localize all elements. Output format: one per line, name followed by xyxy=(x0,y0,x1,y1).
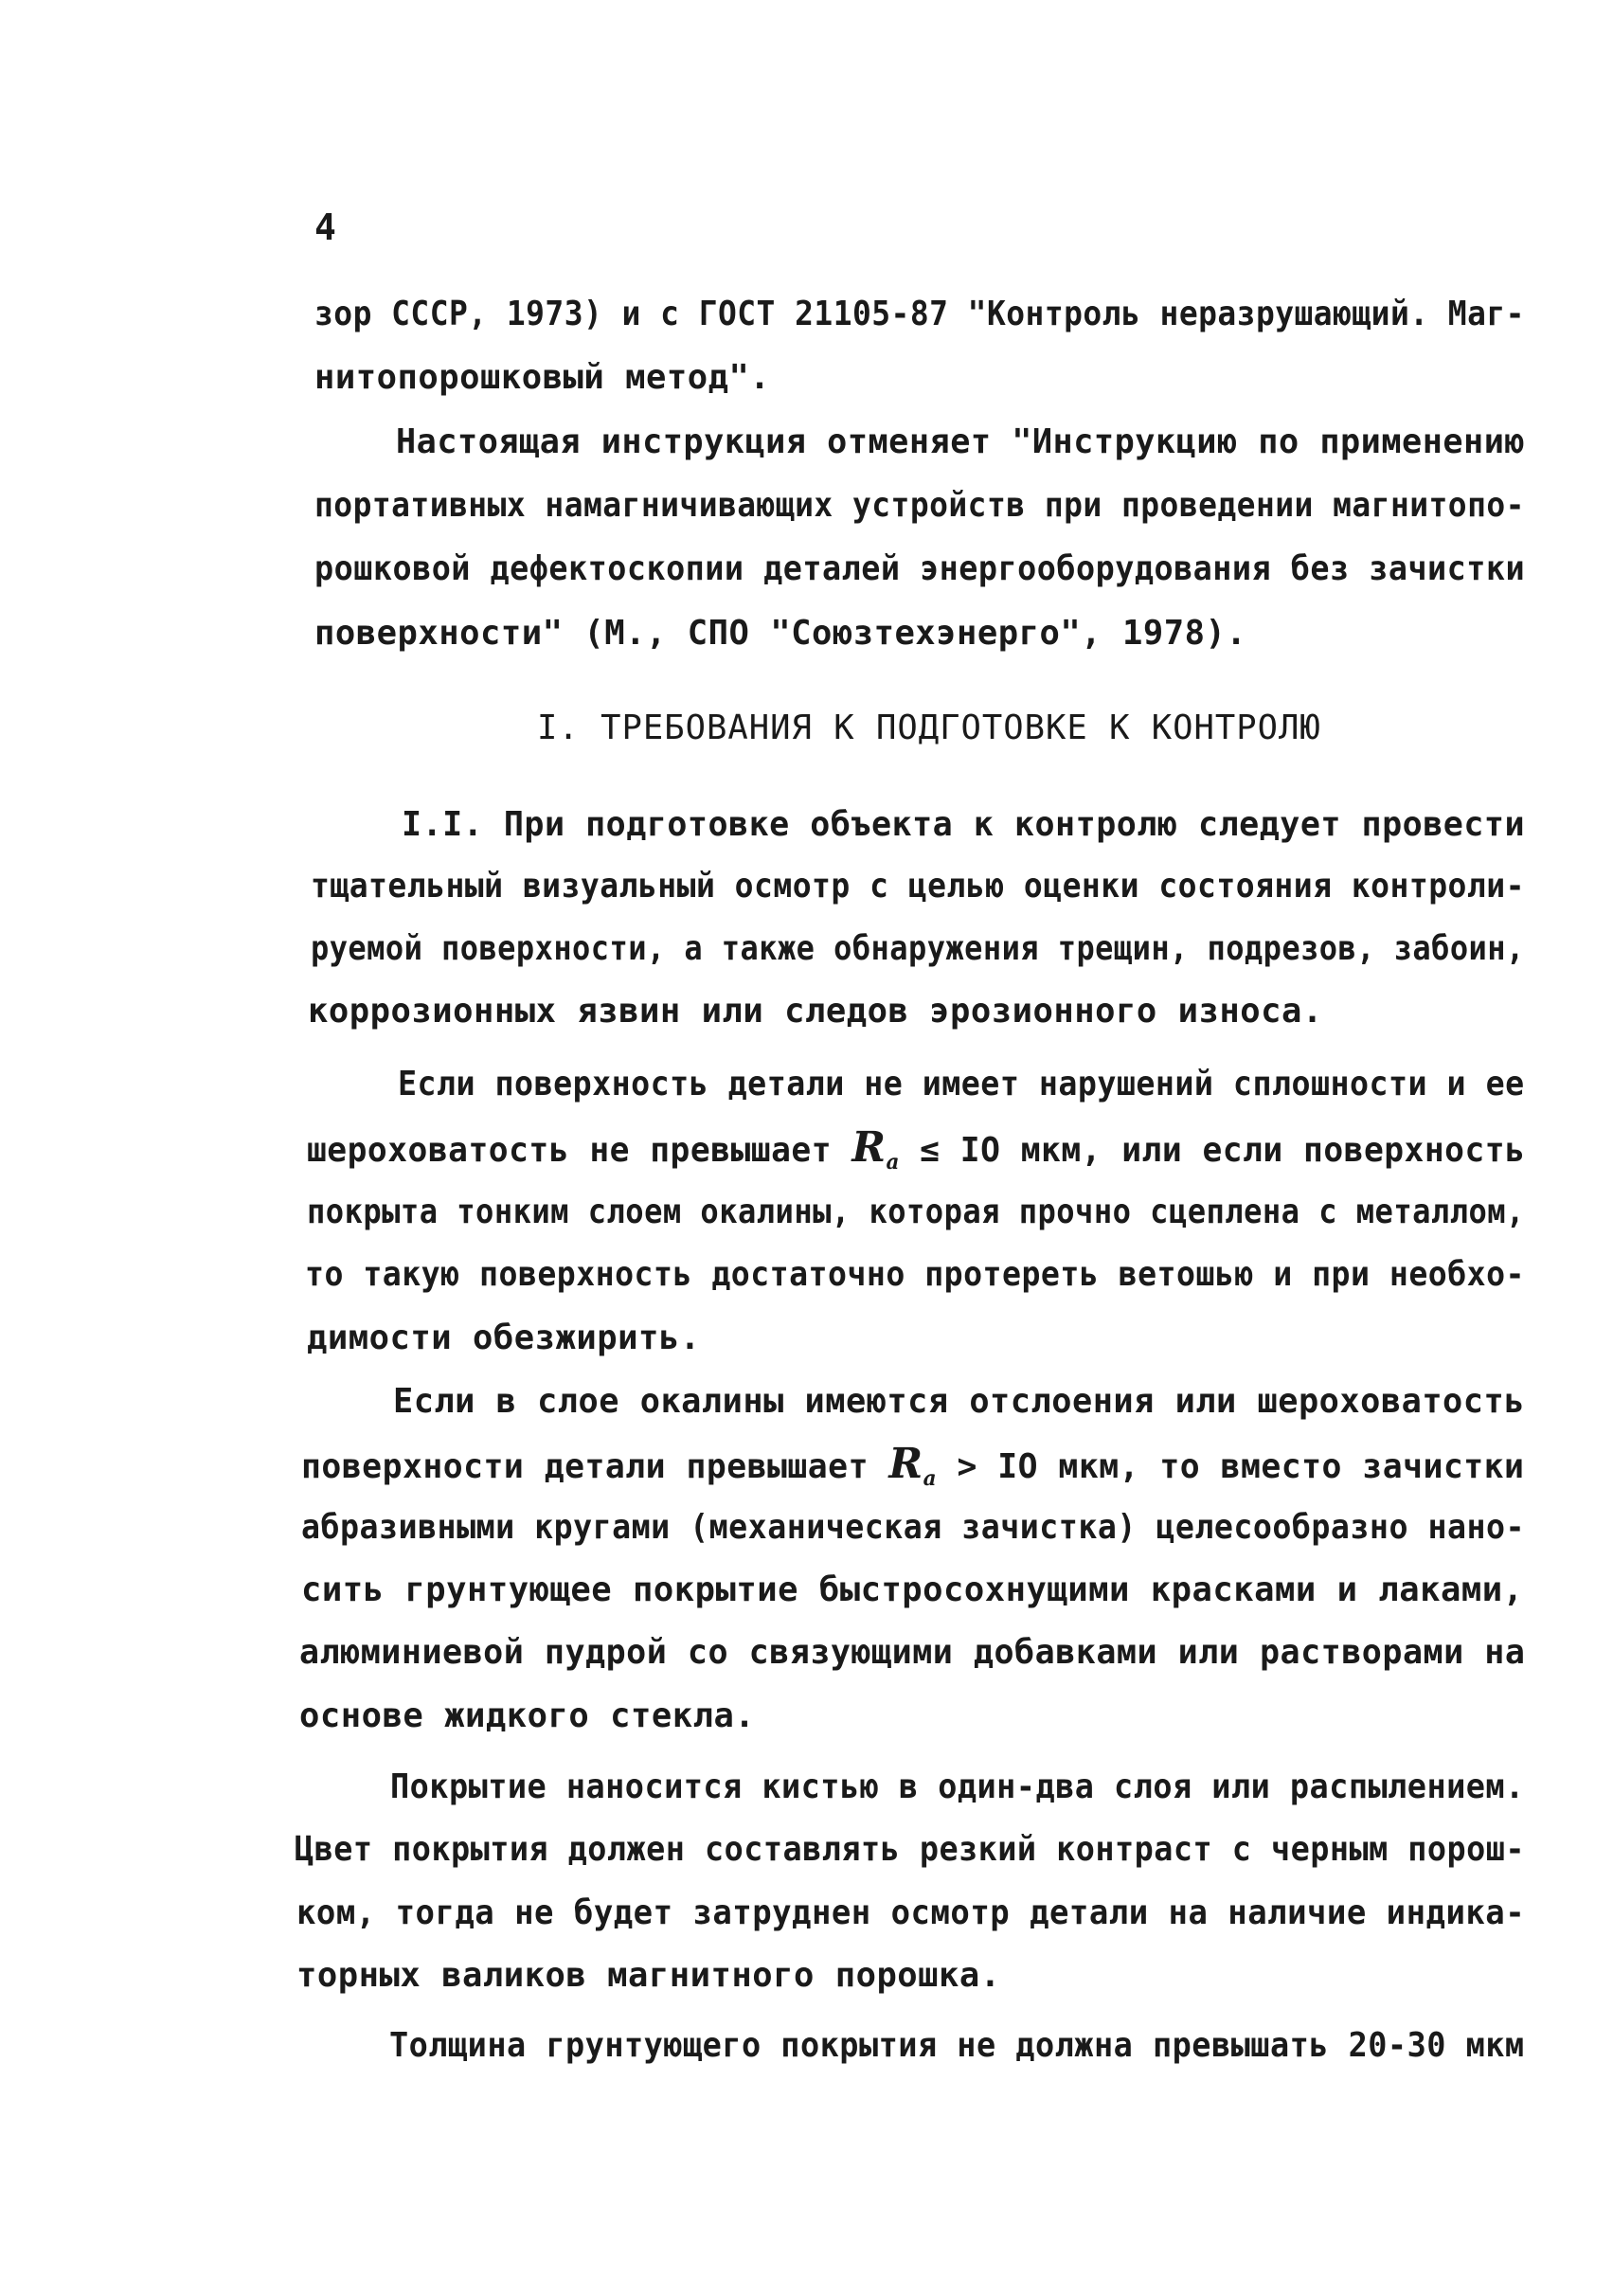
text-line: I.I. При подготовке объекта к контролю следует провести xyxy=(402,805,1526,844)
text-line: сить грунтующее покрытие быстросохнущими красками и лаками, xyxy=(301,1570,1524,1609)
symbol-subscript: а xyxy=(886,1150,900,1175)
text-line: рошковой дефектоскопии деталей энергооборудования без зачистки xyxy=(314,549,1526,588)
text-fragment: поверхности детали превышает xyxy=(301,1447,869,1486)
text-line: Толщина грунтующего покрытия не должна превышать 20-30 мкм xyxy=(389,2026,1525,2065)
text-line: тщательный визуальный осмотр с целью оценки состояния контроли- xyxy=(311,867,1525,906)
roughness-symbol xyxy=(851,1123,900,1175)
text-line: Настоящая инструкция отменяет "Инструкцию по применению xyxy=(396,422,1526,461)
text-line: основе жидкого стекла. xyxy=(299,1696,756,1735)
text-line: покрыта тонким слоем окалины, которая прочно сцеплена с металлом, xyxy=(307,1193,1525,1231)
text-line-with-symbol xyxy=(307,1125,1525,1185)
text-line: Если в слое окалины имеются отслоения или шероховатость xyxy=(393,1382,1525,1421)
symbol-subscript: а xyxy=(923,1466,938,1491)
roughness-symbol xyxy=(888,1440,938,1491)
text-line: ком, тогда не будет затруднен осмотр детали на наличие индика- xyxy=(296,1893,1526,1932)
text-line: руемой поверхности, а также обнаружения трещин, подрезов, забоин, xyxy=(311,929,1525,968)
text-line: Если поверхность детали не имеет нарушений сплошности и ее xyxy=(398,1065,1525,1103)
text-line: нитопорошковый метод". xyxy=(314,358,771,397)
text-fragment: шероховатость не превышает xyxy=(307,1131,833,1170)
text-line-with-symbol xyxy=(301,1442,1524,1501)
text-line: торных валиков магнитного порошка. xyxy=(296,1956,1001,1995)
text-line: коррозионных язвин или следов эрозионного износа. xyxy=(308,992,1323,1031)
text-line: поверхности" (М., СПО "Союзтехэнерго", 1978). xyxy=(314,614,1247,653)
symbol-letter: R xyxy=(888,1440,923,1488)
text-fragment: ≤ IO мкм, или если поверхность xyxy=(920,1131,1526,1170)
page-number: 4 xyxy=(314,206,336,248)
text-line: димости обезжирить. xyxy=(307,1318,701,1357)
text-line: абразивными кругами (механическая зачистка) целесообразно нано- xyxy=(301,1508,1526,1547)
text-line: то такую поверхность достаточно протереть ветошью и при необхо- xyxy=(305,1255,1526,1294)
text-line: Цвет покрытия должен составлять резкий контраст с черным порош- xyxy=(295,1830,1526,1869)
section-heading: I. ТРЕБОВАНИЯ К ПОДГОТОВКЕ К КОНТРОЛЮ xyxy=(537,709,1321,747)
text-line: Покрытие наносится кистью в один-два слоя или распылением. xyxy=(390,1767,1525,1806)
text-line: алюминиевой пудрой со связующими добавками или растворами на xyxy=(299,1633,1526,1672)
text-fragment: > IO мкм, то вместо зачистки xyxy=(957,1447,1525,1486)
symbol-letter: R xyxy=(851,1123,887,1172)
text-line: портативных намагничивающих устройств при проведении магнитопо- xyxy=(314,486,1525,525)
text-line: зор СССР, 1973) и с ГОСТ 21105-87 "Контроль неразрушающий. Маг- xyxy=(314,295,1525,333)
